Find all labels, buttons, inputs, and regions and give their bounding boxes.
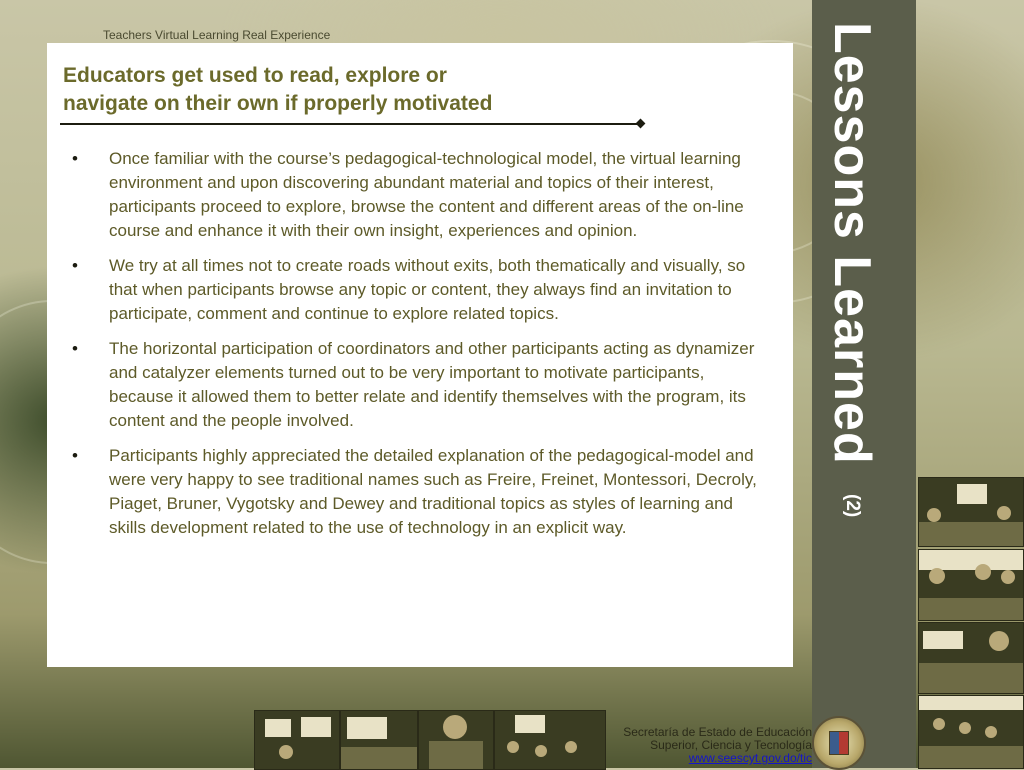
section-title-number: (2) xyxy=(842,494,863,518)
bullet-text: We try at all times not to create roads without exits, both thematically and visually, so that when participants browse any topic or content, they always find an invitation to participate, comment and continue to explore related topics. xyxy=(109,256,746,323)
bullet-list xyxy=(68,147,768,551)
bullet-icon: • xyxy=(72,446,78,465)
bullet-icon: • xyxy=(72,256,78,275)
section-title-text: Lessons Learned xyxy=(823,22,881,465)
section-title xyxy=(822,22,882,517)
bullet-item xyxy=(68,254,768,326)
classroom-photo xyxy=(918,622,1024,694)
headline-line-2: navigate on their own if properly motivated xyxy=(63,92,493,115)
bullet-icon: • xyxy=(72,149,78,168)
bullet-item xyxy=(68,147,768,243)
bottom-photo xyxy=(340,710,418,770)
bullet-item xyxy=(68,444,768,540)
coat-of-arms-icon xyxy=(812,716,866,770)
bullet-text: The horizontal participation of coordinators and other participants acting as dynamizer and catalyzer elements turned out to be very important to motivate participants, because it allowed them to better relate and identify themselves with the program, its content and the people involved. xyxy=(109,339,755,430)
headline-underline xyxy=(60,123,640,125)
classroom-photo xyxy=(918,477,1024,547)
bullet-text: Once familiar with the course’s pedagogical-technological model, the virtual learning environment and upon discovering abundant material and topics of their interest, participants proceed to explore, browse the content and different areas of the on-line course and enhance it with their own insight, experiences and opinion. xyxy=(109,149,744,240)
footer-website-link[interactable]: www.seescyt.gov.do/tic xyxy=(688,751,812,765)
bottom-photo xyxy=(254,710,340,770)
slide-headline xyxy=(63,62,492,118)
bottom-photo xyxy=(418,710,494,770)
bottom-photo xyxy=(494,710,606,770)
bullet-icon: • xyxy=(72,339,78,358)
footer-org-line-1: Secretaría de Estado de Educación xyxy=(623,725,812,739)
presentation-subtitle: Teachers Virtual Learning Real Experience xyxy=(103,28,331,42)
headline-line-1: Educators get used to read, explore or xyxy=(63,64,447,87)
bullet-text: Participants highly appreciated the detailed explanation of the pedagogical-model and were very happy to see traditional names such as Freire, Freinet, Montessori, Decroly, Piaget, Bruner, Vygotsky and Dewey and traditional topics as styles of learning and skills development related to the use of technology in an explicit way. xyxy=(109,446,757,537)
footer-org xyxy=(623,726,812,765)
classroom-photo xyxy=(918,549,1024,621)
bullet-item xyxy=(68,337,768,433)
footer-org-line-2: Superior, Ciencia y Tecnología xyxy=(650,738,812,752)
classroom-photo xyxy=(918,695,1024,769)
